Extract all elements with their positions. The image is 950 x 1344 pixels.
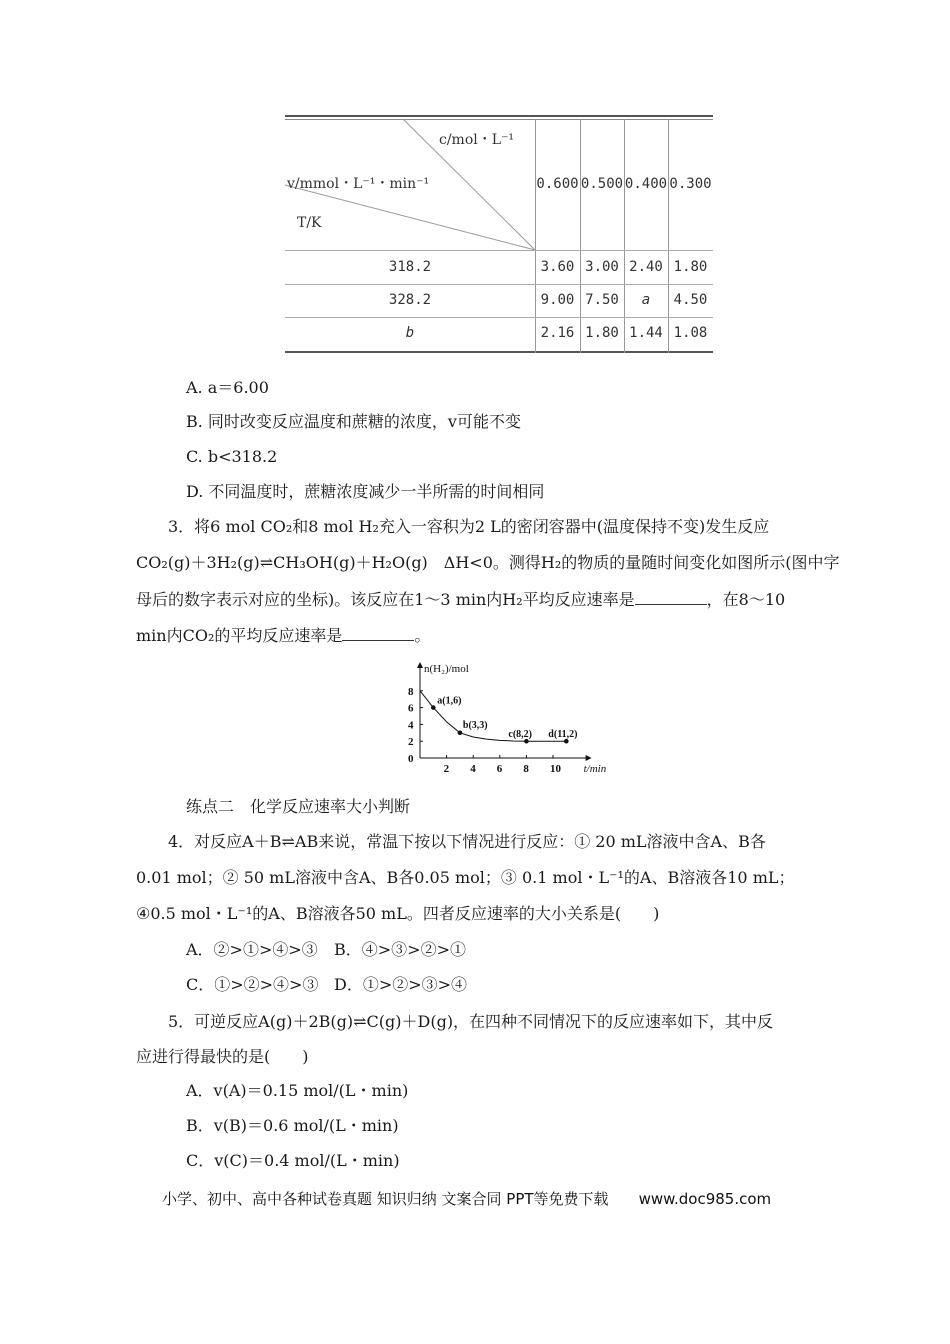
table-cell: 9.00 xyxy=(540,292,575,308)
q5-line-2: 应进行得最快的是( ) xyxy=(136,1047,309,1066)
chart-svg xyxy=(398,660,607,780)
table-cell: 3.60 xyxy=(540,259,575,275)
point-label: d(11,2) xyxy=(548,729,578,741)
table-cell: 1.08 xyxy=(673,325,708,341)
footer-url[interactable]: www.doc985.com xyxy=(638,1190,772,1208)
q4-option-b: B．④>③>②>① xyxy=(334,940,466,959)
point-label: b(3,3) xyxy=(462,719,488,731)
q5-option-c: C．v(C)＝0.4 mol/(L・min) xyxy=(186,1151,400,1170)
x-tick-label: 10 xyxy=(550,763,561,775)
q3-line-3 xyxy=(136,588,785,612)
point-label: a(1,6) xyxy=(437,695,462,707)
header-temperature: T/K xyxy=(297,215,322,231)
q3-line-4-text: min内CO₂的平均反应速率是 xyxy=(136,626,343,645)
table-cell: 1.80 xyxy=(585,325,619,341)
reaction-rate-table xyxy=(285,115,713,353)
y-tick-label: 0 xyxy=(408,753,414,765)
table-cell: 7.50 xyxy=(585,292,619,308)
q3-line-1: 3．将6 mol CO₂和8 mol H₂充入一容积为2 L的密闭容器中(温度保持不变)发生反应 xyxy=(168,517,770,536)
x-tick-label: 4 xyxy=(470,763,476,775)
table-cell: 1.44 xyxy=(629,325,663,341)
table-cell: 2.16 xyxy=(540,325,575,341)
data-point xyxy=(431,705,436,710)
q5-option-b: B．v(B)＝0.6 mol/(L・min) xyxy=(186,1116,399,1135)
q4-option-a: A．②>①>④>③ xyxy=(186,940,318,959)
temp-cell: b xyxy=(405,325,415,341)
q2-option-d: D. 不同温度时，蔗糖浓度减少一半所需的时间相同 xyxy=(186,482,545,501)
y-tick-label: 4 xyxy=(408,719,414,732)
temp-cell: 318.2 xyxy=(388,259,432,275)
table-cell: 1.80 xyxy=(673,259,708,275)
page-footer xyxy=(162,1188,771,1209)
x-axis-arrow xyxy=(586,755,592,761)
q4-line-3: ④0.5 mol・L⁻¹的A、B溶液各50 mL。四者反应速率的大小关系是( ) xyxy=(136,904,660,923)
q4-line-1: 4．对反应A＋B⇌AB来说，常温下按以下情况进行反应：① 20 mL溶液中含A、B各 xyxy=(168,832,766,851)
y-tick-label: 2 xyxy=(408,736,414,749)
conc-header-cell: 0.400 xyxy=(624,176,668,192)
x-tick-label: 6 xyxy=(496,763,503,775)
header-rate: v/mmol・L⁻¹・min⁻¹ xyxy=(287,176,430,192)
x-tick-label: 2 xyxy=(443,763,450,775)
temp-cell: 328.2 xyxy=(388,292,432,308)
point-label: c(8,2) xyxy=(508,729,533,741)
section-heading: 练点二 化学反应速率大小判断 xyxy=(186,797,411,816)
table-cell: 4.50 xyxy=(673,292,708,308)
q4-option-c: C．①>②>④>③ xyxy=(186,975,319,994)
q2-option-b: B. 同时改变反应温度和蔗糖的浓度，v可能不变 xyxy=(186,412,521,431)
answer-blank-2[interactable] xyxy=(342,624,414,641)
footer-text: 小学、初中、高中各种试卷真题 知识归纳 文案合同 PPT等免费下载 xyxy=(162,1190,609,1208)
conc-header-cell: 0.300 xyxy=(669,176,712,192)
table-cell: 2.40 xyxy=(629,259,663,275)
conc-header-cell: 0.600 xyxy=(536,176,579,192)
data-point xyxy=(458,731,463,736)
conc-header-cell: 0.500 xyxy=(580,176,624,192)
q3-line-4-tail: 。 xyxy=(414,626,431,645)
q3-line-3-tail: ，在8～10 xyxy=(706,590,786,609)
q2-option-c: C. b<318.2 xyxy=(186,447,278,466)
q4-option-d: D．①>②>③>④ xyxy=(334,975,468,994)
q5-option-a: A．v(A)＝0.15 mol/(L・min) xyxy=(186,1081,409,1100)
y-axis-label: n(H₂)/mol xyxy=(424,663,469,675)
q5-line-1: 5．可逆反应A(g)＋2B(g)⇌C(g)＋D(g)，在四种不同情况下的反应速率如下，其中反 xyxy=(168,1012,774,1031)
header-concentration: c/mol・L⁻¹ xyxy=(439,132,515,148)
y-axis-arrow xyxy=(417,662,423,668)
q3-line-2: CO₂(g)＋3H₂(g)⇌CH₃OH(g)＋H₂O(g) ΔH<0。测得H₂的物质的量随时间变化如图所示(图中字 xyxy=(136,553,840,572)
x-axis-label: t/min xyxy=(583,763,607,775)
answer-blank-1[interactable] xyxy=(635,588,707,605)
q2-option-a: A. a＝6.00 xyxy=(186,378,269,397)
q4-line-2: 0.01 mol；② 50 mL溶液中含A、B各0.05 mol；③ 0.1 mol・L⁻¹的A、B溶液各10 mL； xyxy=(136,868,795,887)
y-tick-label: 8 xyxy=(408,685,414,698)
table-cell: 3.00 xyxy=(585,259,619,275)
table-cell: a xyxy=(641,292,651,308)
q3-line-3-text: 母后的数字表示对应的坐标)。该反应在1～3 min内H₂平均反应速率是 xyxy=(136,590,635,609)
h2-amount-chart xyxy=(398,660,607,780)
q3-line-4 xyxy=(136,624,430,648)
x-tick-label: 8 xyxy=(523,763,529,775)
y-tick-label: 6 xyxy=(408,702,414,715)
